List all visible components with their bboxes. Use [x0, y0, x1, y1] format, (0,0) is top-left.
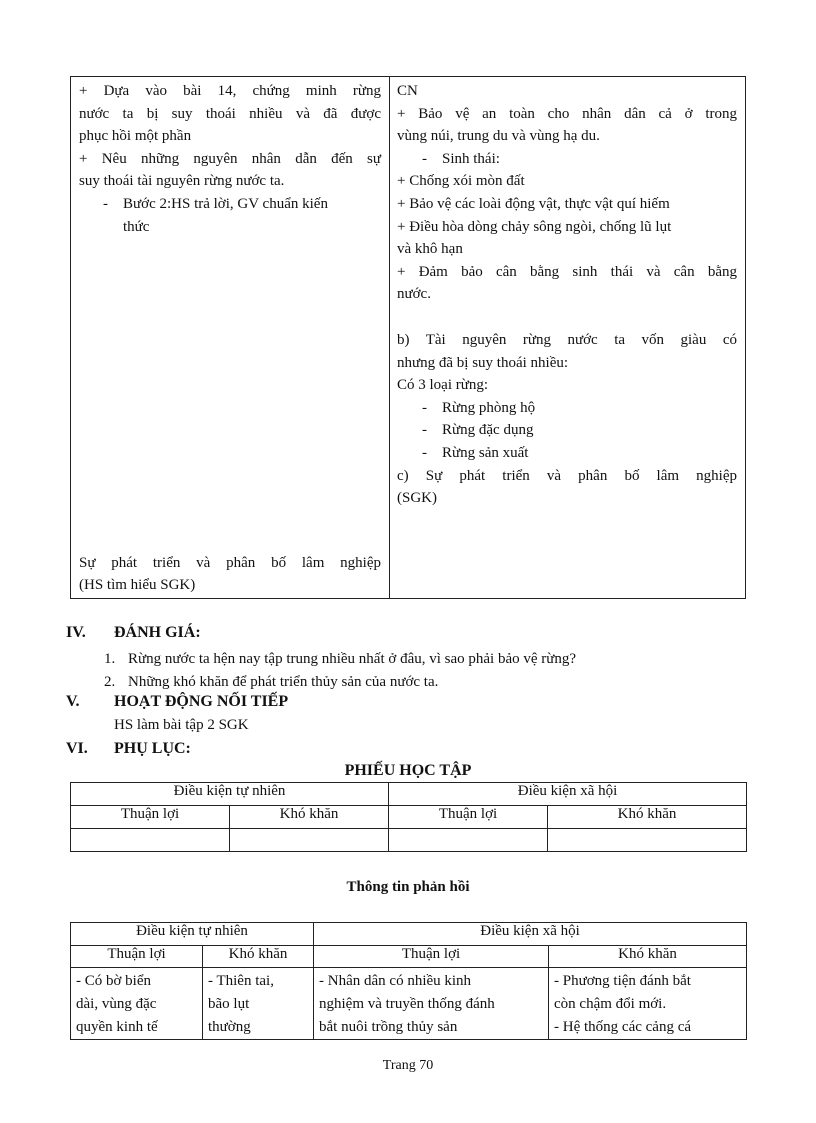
empty-cell	[71, 829, 230, 852]
section-number: IV.	[66, 624, 86, 641]
text-line: + Đảm bảo cân bằng sinh thái và cân bằng	[397, 263, 737, 280]
table-cell	[549, 968, 747, 1040]
text-line: Sự phát triển và phân bố lâm nghiệp	[79, 554, 381, 571]
text-line: suy thoái tài nguyên rừng nước ta.	[79, 173, 285, 190]
table-cell	[314, 968, 549, 1040]
activity-bottom-text	[79, 552, 381, 597]
text-line: nước ta bị suy thoái nhiều và đã được	[79, 105, 381, 122]
text-line: Rừng đặc dụng	[442, 422, 534, 439]
text-line: phục hồi một phần	[79, 128, 192, 145]
text-line: nước.	[397, 286, 431, 303]
evaluation-list	[104, 648, 576, 694]
section-title: ĐÁNH GIÁ:	[114, 624, 201, 641]
column-header: Thuận lợi	[71, 946, 203, 968]
section-heading-v	[66, 693, 288, 711]
column-header: Khó khăn	[549, 946, 747, 968]
section-title: PHỤ LỤC:	[114, 740, 191, 757]
spacer	[397, 306, 737, 329]
dash-bullet: -	[103, 195, 108, 212]
text-line: nghiệm và truyền thống đánh	[319, 996, 495, 1012]
text-line: + Dựa vào bài 14, chứng minh rừng	[79, 83, 381, 99]
text-line: Sinh thái:	[442, 150, 500, 167]
empty-cell	[548, 829, 747, 852]
worksheet-table	[70, 782, 747, 852]
text-line: nhưng đã bị suy thoái nhiều:	[397, 354, 569, 371]
text-line: Bước 2:HS trả lời, GV chuẩn kiến	[123, 195, 328, 212]
text-line: thức	[123, 218, 150, 235]
table-row	[71, 968, 747, 1040]
column-header: Thuận lợi	[389, 806, 548, 829]
text-line: - Hệ thống các cảng cá	[554, 1019, 692, 1035]
dash-bullet: -	[422, 444, 427, 461]
section-number: V.	[66, 693, 80, 710]
page-number: Trang 70	[382, 1058, 434, 1073]
table-row	[71, 829, 747, 852]
step-item	[79, 193, 381, 238]
item-text: Rừng nước ta hện nay tập trung nhiều nhất ở đâu, vì sao phải bảo vệ rừng?	[128, 651, 577, 667]
text-line: CN	[397, 83, 418, 99]
text-line: - Thiên tai,	[208, 973, 274, 989]
dash-bullet: -	[422, 399, 427, 416]
section-title: HOẠT ĐỘNG NỐI TIẾP	[114, 693, 289, 710]
group-header: Điều kiện xã hội	[314, 923, 747, 946]
column-header: Khó khăn	[203, 946, 314, 968]
feedback-table	[70, 922, 747, 1040]
sinh-thai-item	[397, 148, 737, 171]
text-line: + Bảo vệ an toàn cho nhân dân cả ở trong	[397, 105, 737, 122]
column-header: Khó khăn	[230, 806, 389, 829]
table-row	[71, 783, 747, 806]
section-heading-vi	[66, 740, 191, 758]
group-header: Điều kiện xã hội	[389, 783, 747, 806]
text-line: + Chống xói mòn đất	[397, 173, 525, 190]
forest-type-item	[397, 419, 737, 442]
text-line: - Có bờ biển	[76, 973, 152, 989]
forest-type-item	[397, 442, 737, 465]
empty-cell	[230, 829, 389, 852]
column-header: Thuận lợi	[71, 806, 230, 829]
activity-column	[71, 77, 390, 598]
table-row	[71, 806, 747, 829]
section-number: VI.	[66, 740, 88, 757]
text-line: + Điều hòa dòng chảy sông ngòi, chống lũ lụt	[397, 218, 672, 235]
feedback-title: Thông tin phản hồi	[346, 879, 470, 895]
section-heading-iv	[66, 624, 201, 642]
text-line: - Nhân dân có nhiều kinh	[319, 973, 472, 989]
table-row	[71, 946, 747, 968]
item-text: Những khó khăn để phát triển thủy sản của nước ta.	[128, 674, 439, 690]
table-row	[71, 923, 747, 946]
text-line: Rừng phòng hộ	[442, 399, 536, 416]
item-number: 1.	[104, 651, 116, 667]
activity-text	[79, 80, 381, 193]
text-line: và khô hạn	[397, 241, 463, 258]
list-item	[104, 671, 576, 694]
dash-bullet: -	[422, 422, 427, 439]
text-line: thường	[208, 1019, 251, 1035]
text-line: dài, vùng đặc	[76, 996, 157, 1012]
text-line: bão lụt	[208, 996, 250, 1012]
text-line: vùng núi, trung du và vùng hạ du.	[397, 128, 600, 145]
homework-text: HS làm bài tập 2 SGK	[114, 717, 249, 733]
worksheet-title: PHIẾU HỌC TẬP	[344, 762, 472, 779]
text-line: còn chậm đổi mới.	[554, 996, 667, 1012]
text-line: - Phương tiện đánh bắt	[554, 973, 691, 989]
column-header: Khó khăn	[548, 806, 747, 829]
lesson-table	[70, 76, 746, 599]
empty-cell	[389, 829, 548, 852]
text-line: quyền kinh tế	[76, 1019, 158, 1035]
text-line: + Bảo vệ các loài động vật, thực vật quí hiếm	[397, 195, 670, 212]
item-number: 2.	[104, 674, 116, 690]
column-header: Thuận lợi	[314, 946, 549, 968]
text-line: bắt nuôi trồng thủy sản	[319, 1019, 458, 1035]
table-cell	[71, 968, 203, 1040]
text-line: b) Tài nguyên rừng nước ta vốn giàu có	[397, 331, 737, 348]
table-cell	[203, 968, 314, 1040]
list-item	[104, 648, 576, 671]
forest-type-item	[397, 397, 737, 420]
text-line: (SGK)	[397, 490, 437, 507]
text-line: + Nêu những nguyên nhân dẫn đến sự	[79, 150, 381, 167]
group-header: Điều kiện tự nhiên	[71, 783, 389, 806]
dash-bullet: -	[422, 150, 427, 167]
text-line: Rừng sản xuất	[442, 444, 529, 461]
group-header: Điều kiện tự nhiên	[71, 923, 314, 946]
text-line: (HS tìm hiểu SGK)	[79, 577, 196, 594]
content-column	[390, 77, 745, 598]
text-line: c) Sự phát triển và phân bố lâm nghiệp	[397, 467, 737, 484]
text-line: Có 3 loại rừng:	[397, 377, 489, 394]
